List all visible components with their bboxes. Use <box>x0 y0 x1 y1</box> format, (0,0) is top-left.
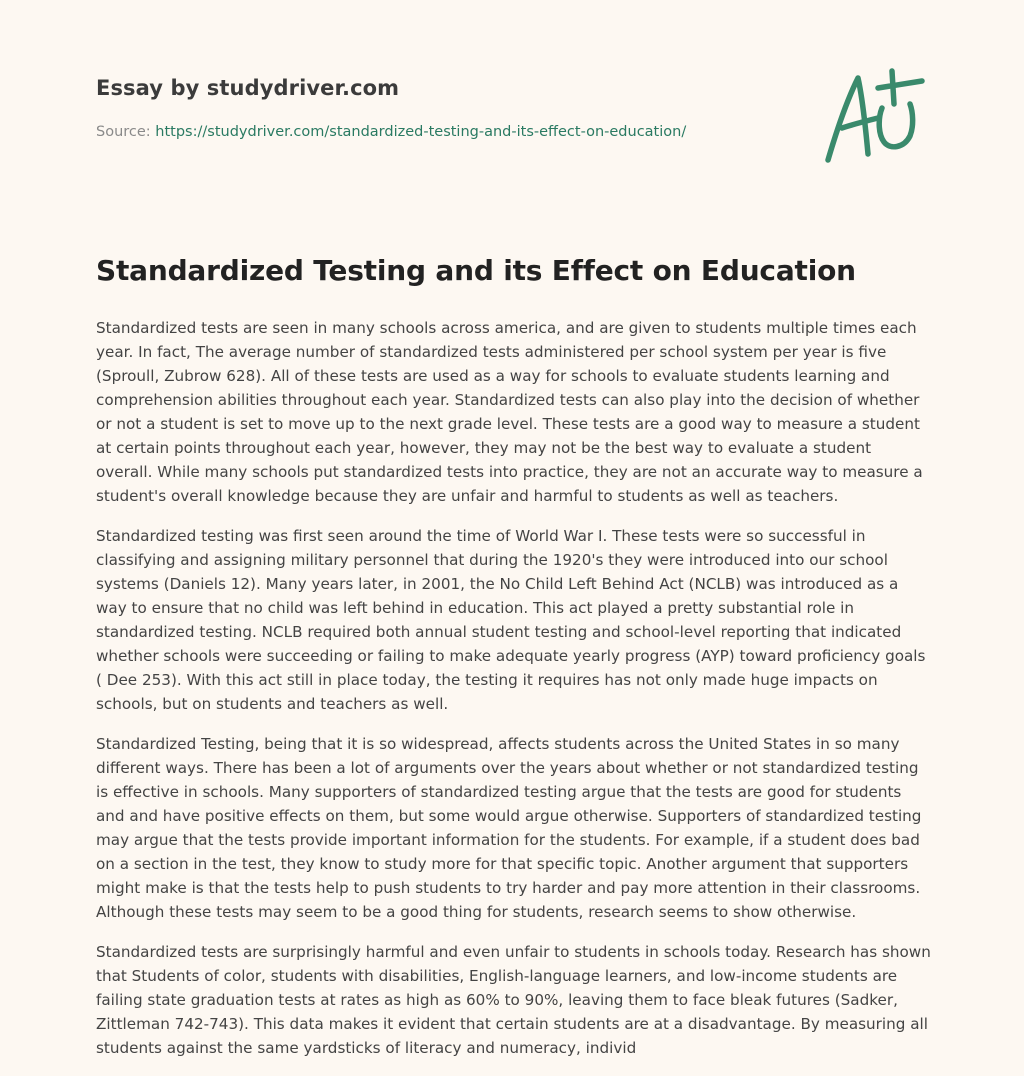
site-header <box>96 76 796 100</box>
source-line <box>96 124 686 140</box>
essay-body <box>96 316 932 1076</box>
site-brand: Essay by studydriver.com <box>96 76 400 100</box>
source-label: Source: <box>96 124 156 140</box>
source-link[interactable]: https://studydriver.com/standardized-testing-and-its-effect-on-education/ <box>155 124 687 140</box>
essay-paragraph: Standardized tests are seen in many schools across america, and are given to students multiple times each year. In fact, The average number of standardized tests administered per school system per year is five (Sproull, Zubrow 628). All of these tests are used as a way for schools to evaluate students learning and comprehension abilities throughout each year. Standardized tests can also play into the decision of whether or not a student is set to move up to the next grade level. These tests are a good way to measure a student at certain points throughout each year, however, they may not be the best way to evaluate a student overall. While many schools put standardized tests into practice, they are not an accurate way to measure a student's overall knowledge because they are unfair and harmful to students as well as teachers. <box>96 319 923 505</box>
essay-paragraph: Standardized testing was first seen around the time of World War I. These tests were so successful in classifying and assigning military personnel that during the 1920's they were introduced into our school systems (Daniels 12). Many years later, in 2001, the No Child Left Behind Act (NCLB) was introduced as a way to ensure that no child was left behind in education. This act played a pretty substantial role in standardized testing. NCLB required both annual student testing and school-level reporting that indicated whether schools were succeeding or failing to make adequate yearly progress (AYP) toward proficiency goals ( Dee 253). With this act still in place today, the testing it requires has not only made huge impacts on schools, but on students and teachers as well. <box>96 527 926 713</box>
essay-paragraph: Standardized tests are surprisingly harmful and even unfair to students in schools today. Research has shown that Students of color, students with disabilities, English-language learners, and low-income students are failing state graduation tests at rates as high as 60% to 90%, leaving them to face bleak futures (Sadker, Zittleman 742-743). This data makes it evident that certain students are at a disadvantage. By measuring all students against the same yardsticks of literacy and numeracy, individ <box>96 943 931 1057</box>
a-plus-logo-icon <box>818 66 930 166</box>
essay-paragraph: Standardized Testing, being that it is so widespread, affects students across the United States in so many different ways. There has been a lot of arguments over the years about whether or not standardized testing is effective in schools. Many supporters of standardized testing argue that the tests are good for students and and have positive effects on them, but some would argue otherwise. Supporters of standardized testing may argue that the tests provide important information for the students. For example, if a student does bad on a section in the test, they know to study more for that specific topic. Another argument that supporters might make is that the tests help to push students to try harder and pay more attention in their classrooms. Although these tests may seem to be a good thing for students, research seems to show otherwise. <box>96 735 922 921</box>
essay-title: Standardized Testing and its Effect on Education <box>96 254 856 287</box>
